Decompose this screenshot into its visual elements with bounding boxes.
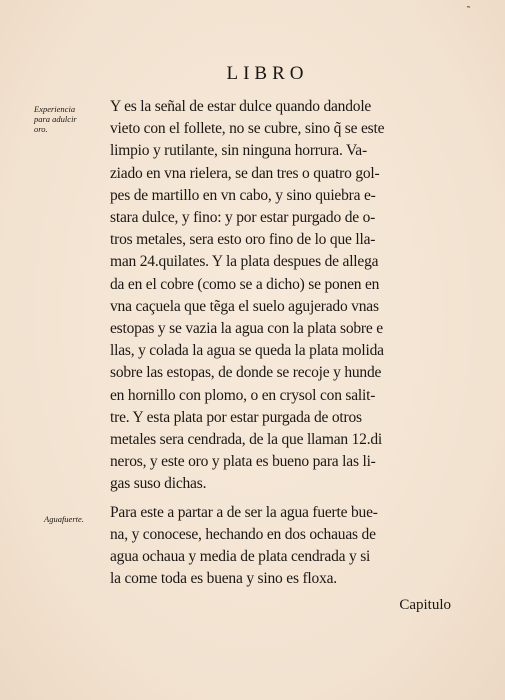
text-line: stara dulce, y fino: y por estar purgado de o-	[110, 209, 376, 227]
catchword: Capitulo	[399, 597, 451, 613]
text-line: na, y conocese, hechando en dos ochauas de	[110, 525, 376, 543]
margin-note-line: oro.	[34, 124, 48, 134]
text-line: la come toda es buena y sino es floxa.	[110, 570, 337, 588]
text-line: ziado en vna rielera, se dan tres o quatro gol-	[110, 164, 380, 182]
margin-note-experiencia	[34, 104, 104, 134]
corner-mark: ˜	[466, 6, 471, 17]
text-line: vieto con el follete, no se cubre, sino q̃ se este	[110, 120, 385, 138]
text-line: agua ochaua y media de plata cendrada y si	[110, 548, 371, 566]
paragraph-1	[110, 96, 466, 496]
text-line: Para este a partar a de ser la agua fuerte bue-	[110, 503, 378, 521]
text-line: estopas y se vazia la agua con la plata sobre e	[110, 320, 383, 338]
margin-note-aguafuerte	[44, 514, 114, 524]
text-line: pes de martillo en vn cabo, y sino quiebra e-	[110, 186, 376, 204]
text-line: metales sera cendrada, de la que llaman 12.di	[110, 431, 383, 449]
text-line: llas, y colada la agua se queda la plata molida	[110, 342, 384, 360]
page-heading: LIBRO	[226, 63, 309, 84]
text-line: Y es la señal de estar dulce quando dandole	[110, 98, 372, 115]
paragraph-2	[110, 502, 466, 591]
text-line: vna caçuela que tẽga el suelo agujerado vnas	[110, 297, 379, 315]
body-text	[110, 96, 466, 590]
text-line: en hornillo con plomo, o en crysol con salit-	[110, 386, 376, 404]
text-line: limpio y rutilante, sin ninguna horrura. Va-	[110, 142, 367, 160]
text-line: sobre las estopas, de donde se recoje y hunde	[110, 364, 382, 382]
margin-note-line: para adulcir	[34, 114, 77, 124]
text-line: da en el cobre (como se a dicho) se ponen en	[110, 275, 380, 293]
text-line: gas suso dichas.	[110, 475, 207, 493]
text-line: neros, y este oro y plata es bueno para las li-	[110, 453, 376, 471]
margin-note-line: Experiencia	[34, 104, 76, 114]
margin-note-line: Aguafuerte.	[44, 514, 84, 524]
text-line: man 24.quilates. Y la plata despues de allega	[110, 253, 379, 271]
text-line: tros metales, sera esto oro fino de lo que lla-	[110, 231, 376, 249]
text-line: tre. Y esta plata por estar purgada de otros	[110, 408, 362, 426]
